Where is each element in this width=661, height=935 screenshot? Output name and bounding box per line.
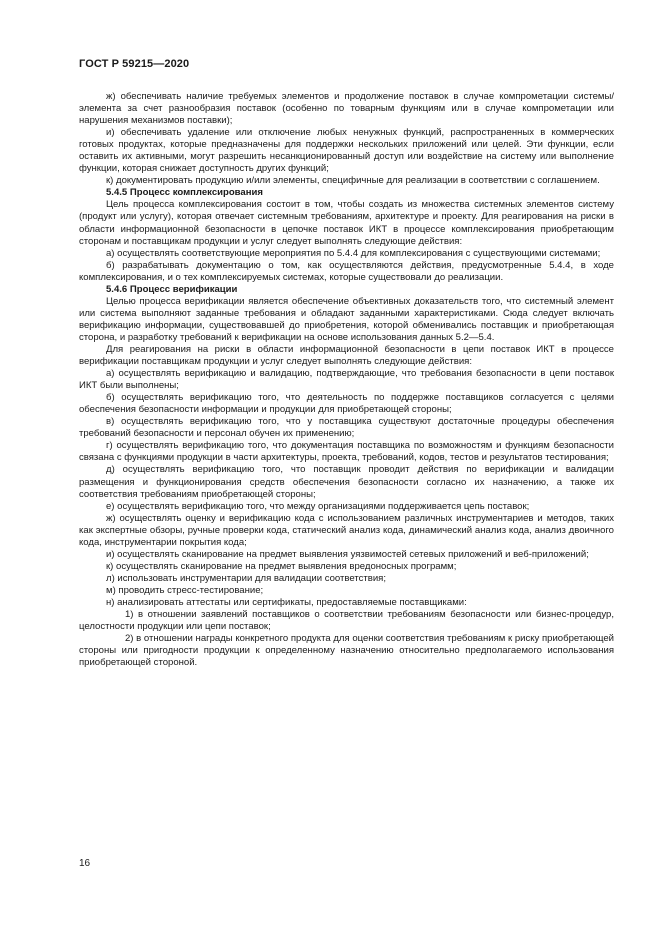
paragraph: к) осуществлять сканирование на предмет выявления вредоносных программ; <box>106 560 457 572</box>
document-body <box>79 91 614 669</box>
paragraph: и) осуществлять сканирование на предмет выявления уязвимостей сетевых приложений и веб-приложений; <box>106 548 589 560</box>
section-heading: 5.4.6 Процесс верификации <box>106 283 238 295</box>
paragraph: а) осуществлять соответствующие мероприятия по 5.4.4 для комплексирования с существующими системами; <box>106 247 601 259</box>
paragraph: в) осуществлять верификацию того, что у поставщика существуют достаточные процедуры обеспечения требований безопасности и персонал обучен их применению; <box>79 416 614 440</box>
sub-paragraph: 2) в отношении награды конкретного продукта для оценки соответствия требованиям к риску приобретающей стороны или пригодности продукции к определенному назначению относительно предполагаемого использования приобретающей стороной. <box>79 633 614 669</box>
paragraph: Целью процесса верификации является обеспечение объективных доказательств того, что системный элемент или система выполняют заданные требования и обладают заданными характеристиками. Сюда следует включать верификацию информации, существовавшей до приобретения, которой обменивались поставщик и приобретающая сторона, и разработку требований к верификации на основе использования данных 5.2—5.4. <box>79 295 614 343</box>
paragraph: Цель процесса комплексирования состоит в том, чтобы создать из множества системных элементов систему (продукт или услугу), которая отвечает системным требованиям, архитектуре и проекту. Для реагирования на риски в области информационной безопасности в цепочке поставок ИКТ в процессе комплексирования приобретающим сторонам и поставщикам продукции и услуг следует выполнять следующие действия: <box>79 199 614 247</box>
paragraph: к) документировать продукцию и/или элементы, специфичные для реализации в соответствии с соглашением. <box>106 175 600 187</box>
paragraph: е) осуществлять верификацию того, что между организациями поддерживается цепь поставок; <box>106 500 530 512</box>
paragraph: ж) обеспечивать наличие требуемых элементов и продолжение поставок в случае компрометации системы/элемента за счет разнообразия поставок (особенно по товарным функциям или в случае компрометации или нарушения механизмов поставки); <box>79 91 614 127</box>
sub-paragraph: 1) в отношении заявлений поставщиков о соответствии требованиям безопасности или бизнес-процедур, целостности продукции или цепи поставок; <box>79 609 614 633</box>
paragraph: и) обеспечивать удаление или отключение любых ненужных функций, распространенных в коммерческих готовых продуктах, которые предназначены для поддержки нескольких приложений или целей. Эти функции, если оставить их активными, могут разрешить несанкционированный доступ или воздействие на систему или выполнение функции, которая снижает доступность других функций; <box>79 127 614 175</box>
paragraph: д) осуществлять верификацию того, что поставщик проводит действия по верификации и валидации размещения и функционирования средств обеспечения безопасности согласно их назначению, а также их соответствия требованиям приобретающей стороны; <box>79 464 614 500</box>
paragraph: м) проводить стресс-тестирование; <box>106 584 264 596</box>
paragraph: л) использовать инструментарии для валидации соответствия; <box>106 572 386 584</box>
paragraph: н) анализировать аттестаты или сертификаты, предоставляемые поставщиками: <box>106 596 467 608</box>
section-heading: 5.4.5 Процесс комплексирования <box>106 187 263 199</box>
paragraph: ж) осуществлять оценку и верификацию кода с использованием различных инструментариев и методов, таких как экспертные обзоры, ручные проверки кода, статический анализ кода, динамический анализ кода, анализ двоичного кода, инструментарии покрытия кода; <box>79 512 614 548</box>
paragraph: Для реагирования на риски в области информационной безопасности в цепи поставок ИКТ в процессе верификации поставщикам продукции и услуг следует выполнять следующие действия: <box>79 343 614 368</box>
paragraph: г) осуществлять верификацию того, что документация поставщика по возможностям и функциям безопасности связана с функциями продукции в части архитектуры, проекта, требований, кодов, тестов и результатов тестирования; <box>79 440 614 464</box>
paragraph: а) осуществлять верификацию и валидацию, подтверждающие, что требования безопасности в цепи поставок ИКТ были выполнены; <box>79 368 614 392</box>
document-header: ГОСТ Р 59215—2020 <box>79 58 190 70</box>
paragraph: б) осуществлять верификацию того, что деятельность по поддержке поставщиков согласуется с целями обеспечения безопасности информации и продукции для приобретающей стороны; <box>79 392 614 416</box>
page-number: 16 <box>79 858 91 869</box>
paragraph: б) разрабатывать документацию о том, как осуществляются действия, предусмотренные 5.4.4, в ходе комплексирования, и о тех комплексируемых системах, которые существовали до реализации. <box>79 259 614 283</box>
